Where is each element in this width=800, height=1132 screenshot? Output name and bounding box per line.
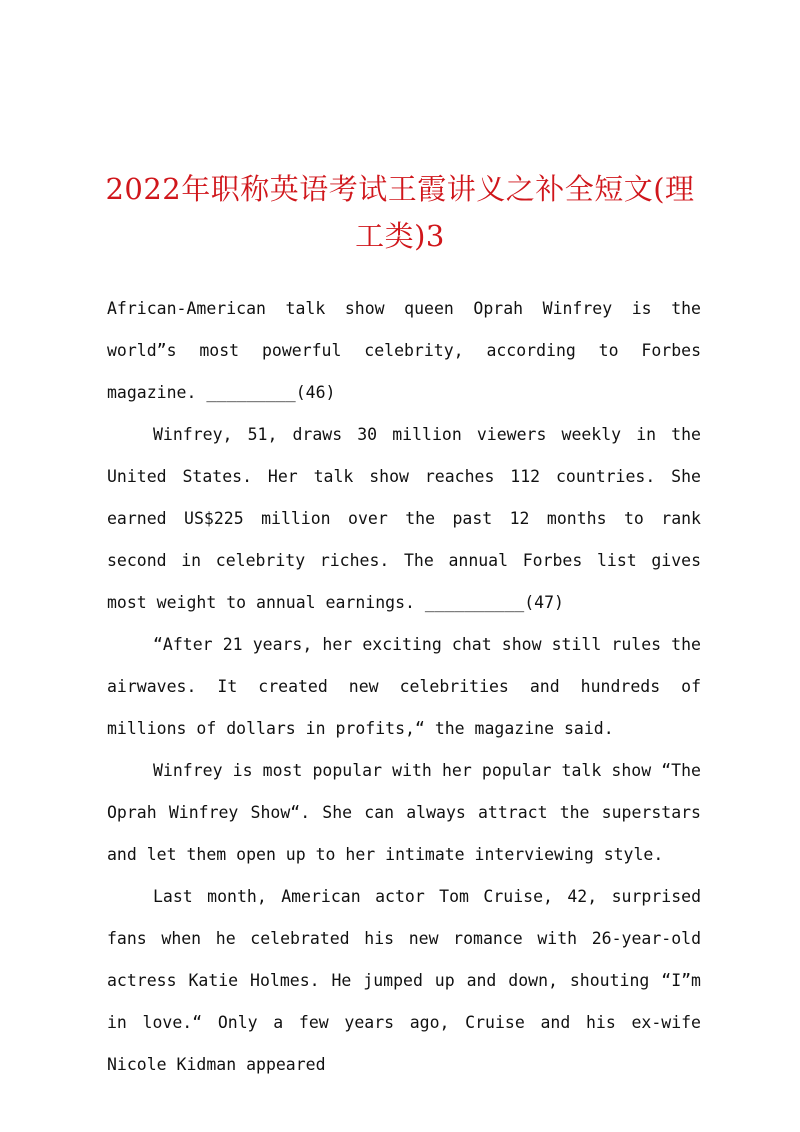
title-line-1: 2022年职称英语考试王霞讲义之补全短文(理 bbox=[105, 172, 695, 206]
article-body bbox=[107, 288, 701, 1086]
paragraph-4: Winfrey is most popular with her popular talk show “The Oprah Winfrey Show“. She can always attract the superstars and let them open up to her intimate interviewing style. bbox=[107, 761, 701, 864]
paragraph-1: African-American talk show queen Oprah Winfrey is the world”s most powerful celebrity, according to Forbes magazine. _________(46) bbox=[107, 299, 701, 402]
paragraph-2: Winfrey, 51, draws 30 million viewers weekly in the United States. Her talk show reaches 112 countries. She earned US$225 million over the past 12 months to rank second in celebrity riches. The annual Forbes list gives most weight to annual earnings. __________(47) bbox=[107, 425, 701, 612]
paragraph-5: Last month, American actor Tom Cruise, 42, surprised fans when he celebrated his new romance with 26-year-old actress Katie Holmes. He jumped up and down, shouting “I”m in love.“ Only a few years ago, Cruise and his ex-wife Nicole Kidman appeared bbox=[107, 887, 701, 1074]
title-line-2: 工类)3 bbox=[355, 219, 445, 253]
document-title bbox=[80, 166, 720, 260]
paragraph-3: “After 21 years, her exciting chat show still rules the airwaves. It created new celebrities and hundreds of millions of dollars in profits,“ the magazine said. bbox=[107, 635, 701, 738]
